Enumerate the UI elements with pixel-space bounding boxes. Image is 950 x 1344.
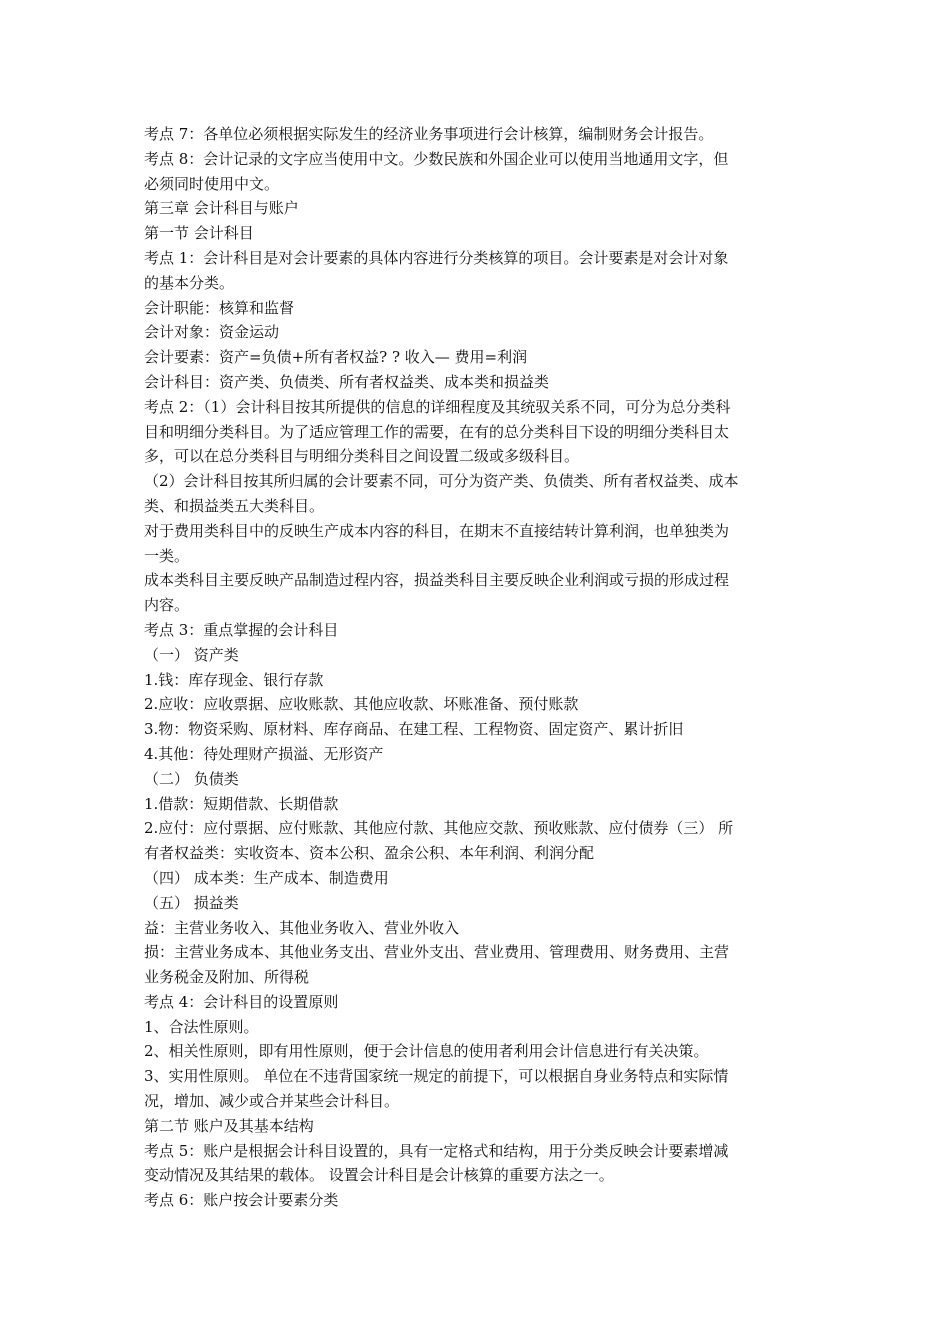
text-line: 4.其他：待处理财产损溢、无形资产 [144, 744, 384, 763]
text-line: 一类。 [144, 546, 190, 565]
text-line: 成本类科目主要反映产品制造过程内容，损益类科目主要反映企业利润或亏损的形成过程 [144, 571, 730, 590]
text-line: 3.物：物资采购、原材料、库存商品、在建工程、工程物资、固定资产、累计折旧 [144, 720, 684, 739]
text-line: （五） 损益类 [144, 893, 239, 912]
text-line: 2.应付：应付票据、应付账款、其他应付款、其他应交款、预收账款、应付债券（三） 所 [144, 819, 734, 838]
text-line: 考点 1：会计科目是对会计要素的具体内容进行分类核算的项目。会计要素是对会计对象 [144, 248, 729, 267]
text-line: 内容。 [144, 596, 190, 615]
text-line: 考点 7：各单位必须根据实际发生的经济业务事项进行会计核算，编制财务会计报告。 [144, 125, 714, 143]
text-line: 会计对象：资金运动 [144, 323, 280, 342]
text-line: 考点 3：重点掌握的会计科目 [144, 620, 339, 639]
text-line: 1.借款：短期借款、长期借款 [144, 794, 339, 813]
text-line: 会计要素：资产=负债+所有者权益? ? 收入— 费用=利润 [144, 348, 528, 367]
text-line: 考点 2：（1）会计科目按其所提供的信息的详细程度及其统驭关系不同，可分为总分类科 [144, 397, 731, 416]
text-line: 考点 5：账户是根据会计科目设置的，具有一定格式和结构，用于分类反映会计要素增减 [144, 1141, 729, 1160]
text-line: （四） 成本类：生产成本、制造费用 [144, 868, 389, 887]
text-line: 对于费用类科目中的反映生产成本内容的科目，在期末不直接结转计算利润，也单独类为 [144, 521, 730, 540]
text-line: 第三章 会计科目与账户 [144, 199, 299, 218]
text-line: 损：主营业务成本、其他业务支出、营业外支出、营业费用、管理费用、财务费用、主营 [144, 943, 730, 962]
text-line: （一） 资产类 [144, 645, 239, 664]
text-line: 2、相关性原则，即有用性原则，便于会计信息的使用者利用会计信息进行有关决策。 [144, 1042, 709, 1061]
text-line: 类、和损益类五大类科目。 [144, 496, 325, 515]
text-line: 目和明细分类科目。为了适应管理工作的需要，在有的总分类科目下设的明细分类科目太 [144, 422, 730, 441]
text-line: 3、实用性原则。 单位在不违背国家统一规定的前提下，可以根据自身业务特点和实际情 [144, 1067, 729, 1086]
text-line: 考点 4：会计科目的设置原则 [144, 992, 339, 1011]
text-line: 有者权益类：实收资本、资本公积、盈余公积、本年利润、利润分配 [144, 844, 595, 863]
text-line: （2）会计科目按其所归属的会计要素不同，可分为资产类、负债类、所有者权益类、成本 [144, 472, 739, 491]
text-line: 益：主营业务收入、其他业务收入、营业外收入 [144, 918, 460, 937]
document-body [144, 122, 808, 1213]
text-line: 业务税金及附加、所得税 [144, 968, 310, 987]
text-line: 会计科目：资产类、负债类、所有者权益类、成本类和损益类 [144, 372, 550, 391]
text-line: 1、合法性原则。 [144, 1017, 259, 1036]
text-line: 多，可以在总分类科目与明细分类科目之间设置二级或多级科目。 [144, 447, 580, 466]
text-line: 考点 6：账户按会计要素分类 [144, 1191, 339, 1210]
text-line: 变动情况及其结果的载体。 设置会计科目是会计核算的重要方法之一。 [144, 1166, 614, 1185]
text-line: （二） 负债类 [144, 769, 239, 788]
text-line: 必须同时使用中文。 [144, 174, 280, 193]
text-line: 考点 8：会计记录的文字应当使用中文。少数民族和外国企业可以使用当地通用文字，但 [144, 149, 729, 168]
text-line: 况，增加、减少或合并某些会计科目。 [144, 1092, 400, 1111]
text-line: 会计职能：核算和监督 [144, 298, 295, 317]
text-line: 第二节 账户及其基本结构 [144, 1116, 314, 1135]
text-line: 的基本分类。 [144, 273, 235, 292]
text-line: 2.应收：应收票据、应收账款、其他应收款、坏账准备、预付账款 [144, 695, 579, 714]
text-line: 1.钱：库存现金、银行存款 [144, 670, 324, 689]
text-line: 第一节 会计科目 [144, 224, 254, 243]
